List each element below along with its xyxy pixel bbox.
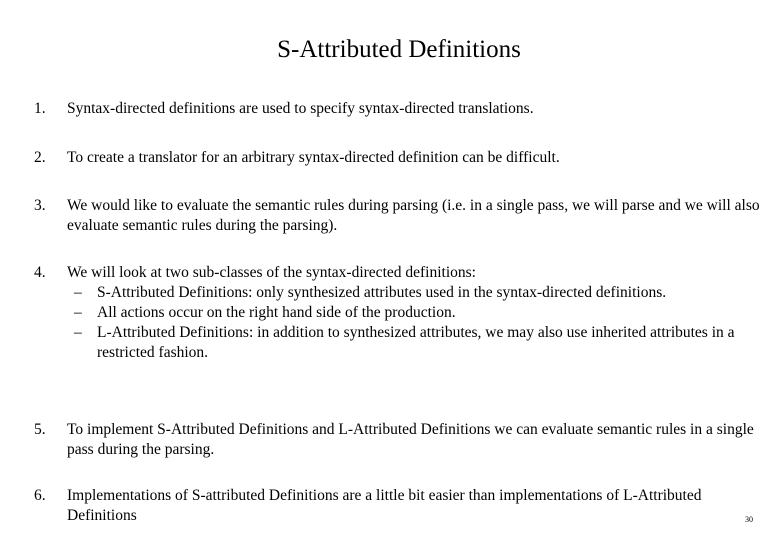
list-item-number: 2. bbox=[34, 149, 46, 166]
sub-item-l-attributed bbox=[34, 323, 764, 363]
list-item-number: 6. bbox=[34, 487, 46, 504]
list-item-text: To implement S-Attributed Definitions and L-Attributed Definitions we can evaluate semantic rules in a single pass during the parsing. bbox=[67, 421, 754, 458]
page-number: 30 bbox=[745, 515, 753, 524]
list-item-text: Syntax-directed definitions are used to specify syntax-directed translations. bbox=[67, 100, 534, 117]
sub-item-text: : in addition to synthesized attributes, we may also use inherited attributes in a restricted fashion. bbox=[97, 324, 735, 361]
list-item-1 bbox=[34, 99, 764, 119]
sub-item-term: S-Attributed Definitions bbox=[97, 284, 249, 301]
dash-bullet: – bbox=[74, 284, 82, 301]
list-item-6 bbox=[34, 486, 764, 526]
sub-item-actions bbox=[34, 303, 764, 323]
sub-item-term: L-Attributed Definitions bbox=[97, 324, 249, 341]
list-item-2 bbox=[34, 148, 764, 168]
sub-item-text: : only synthesized attributes used in the syntax-directed definitions. bbox=[248, 284, 667, 301]
list-item-number: 1. bbox=[34, 100, 46, 117]
sub-item-s-attributed bbox=[34, 283, 764, 303]
dash-bullet: – bbox=[74, 324, 82, 341]
list-item-5 bbox=[34, 420, 764, 460]
list-item-number: 3. bbox=[34, 197, 46, 214]
list-item-number: 4. bbox=[34, 264, 46, 281]
list-item-number: 5. bbox=[34, 421, 46, 438]
sub-item-text: All actions occur on the right hand side of the production. bbox=[97, 304, 456, 321]
list-item-4 bbox=[34, 263, 764, 363]
list-item-text: We will look at two sub-classes of the syntax-directed definitions: bbox=[67, 264, 476, 281]
list-item-3 bbox=[34, 196, 764, 236]
list-item-text: We would like to evaluate the semantic rules during parsing (i.e. in a single pass, we will parse and we will also evaluate semantic rules during the parsing). bbox=[67, 197, 760, 234]
slide-title: S-Attributed Definitions bbox=[277, 36, 521, 63]
list-item-text: Implementations of S-attributed Definitions are a little bit easier than implementations of L-Attributed Definitions bbox=[67, 487, 702, 524]
dash-bullet: – bbox=[74, 304, 82, 321]
list-item-text: To create a translator for an arbitrary syntax-directed definition can be difficult. bbox=[67, 149, 560, 166]
